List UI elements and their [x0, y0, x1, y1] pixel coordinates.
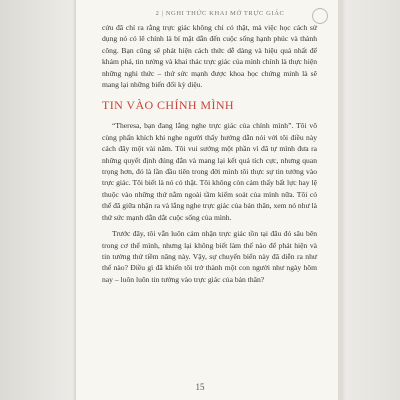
page-number: 15 — [195, 382, 205, 392]
section-heading: TIN VÀO CHÍNH MÌNH — [102, 98, 234, 113]
paragraph-2: “Theresa, bạn đang lắng nghe trực giác của chính mình”. Tôi vô cùng phấn khích khi nghe người thấy hướng dẫn nói với tôi điều này cách đây một vài năm. Tôi vui sướng một phần vì đã tự mình đưa ra những quyết định đúng đắn và mang lại kết quả tích cực, nhưng quan trọng hơn, đó là lần đầu tiên trong đời mình tôi thực sự tin tưởng vào trực giác. Tôi biết là nó có thật. Tôi không còn cảm thấy bất lực hay lệ thuộc vào những thứ nằm ngoài tầm kiểm soát của mình nữa. Tôi có thể đã giữa nhận ra và lắng nghe trực giác của bản thân, xem nó như là thứ sức mạnh dẫn dắt cuộc sống của mình. — [102, 121, 317, 222]
page-body — [102, 22, 317, 285]
page-edges — [338, 0, 343, 400]
running-head: 2 | NGHI THỨC KHAI MỞ TRỰC GIÁC — [155, 10, 285, 17]
paragraph-1: cửu đã chỉ ra rằng trực giác không chỉ có thật, mà việc học cách sử dụng nó có lẽ chính là bí mật dẫn đến cuộc sống hạnh phúc và thành công. Bạn cũng sẽ phát hiện cách thức dễ dàng và hiệu quả nhất để khám phá, tin tưởng và khai thác trực giác của mình chính là thực hiện những nghi thức – thứ sức mạnh được khoa học chứng minh là sẽ mang lại những biến đổi kỳ diệu. — [102, 23, 317, 90]
paragraph-3: Trước đây, tôi vẫn luôn cảm nhận trực giác tồn tại đâu đó sâu bên trong cơ thể mình, nhưng lại không biết làm thế nào để phát hiện và tin tưởng thứ tiềm năng này. Vậy, sự chuyển biến này đã diễn ra như thế nào? Điều gì đã khiến tôi trở thành một con người như ngày hôm nay – luôn luôn tin tưởng vào trực giác của bản thân? — [102, 229, 317, 284]
